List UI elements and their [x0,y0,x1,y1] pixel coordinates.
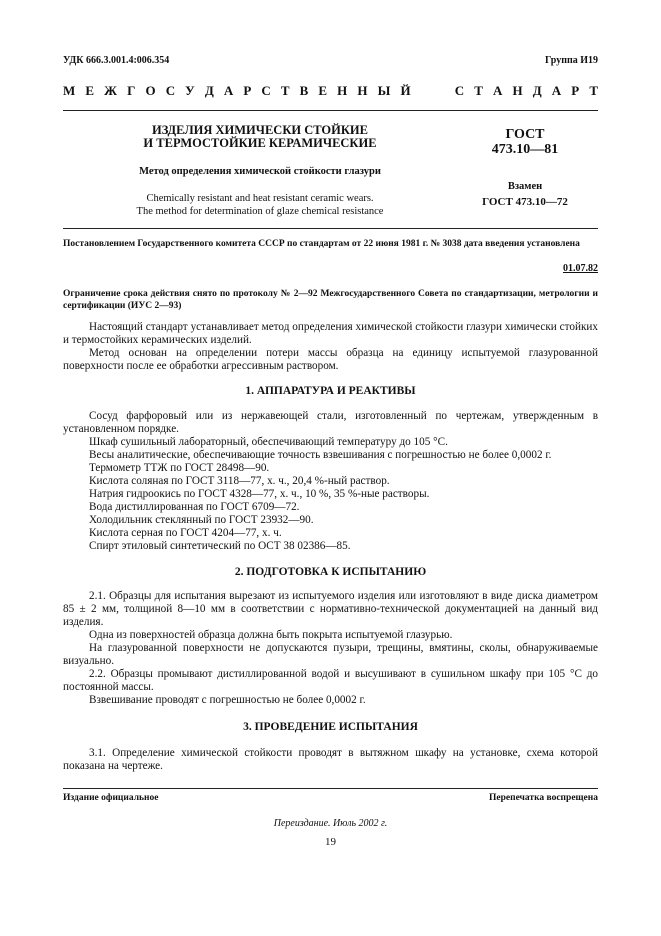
english-title-line-1: Chemically resistant and heat resistant ceramic wears. [146,193,374,204]
introduction-date: 01.07.82 [563,263,598,274]
banner-letter: Д [204,83,214,98]
reprint-prohibited-label: Перепечатка воспрещена [488,793,598,803]
group-code: Группа И19 [545,55,598,66]
section-2-paragraph: 2.1. Образцы для испытания вырезают из испытуемого изделия или изготовляют в виде диска диаметром 85 ± 2 мм, толщиной 8—10 мм в соответствии с нормативно-технической документацией на данный вид изделия. [63,590,598,628]
equipment-item: Холодильник стеклянный по ГОСТ 23932—90. [89,514,314,526]
english-title-line-2: The method for determination of glaze chemical resistance [136,206,384,217]
gost-number [470,127,580,157]
banner-letter: О [145,83,156,98]
page-number: 19 [325,836,336,848]
official-edition-label: Издание официальное [63,793,159,803]
banner-letter: М [63,83,76,98]
banner-letter: Т [474,83,483,98]
footer-divider [63,788,598,789]
section-2-heading: 2. ПОДГОТОВКА К ИСПЫТАНИЮ [234,566,427,578]
section-1-body [63,410,598,553]
banner-letter: Д [532,83,542,98]
section-2-body [63,590,598,707]
banner-letter: С [454,83,465,98]
section-3-heading: 3. ПРОВЕДЕНИЕ ИСПЫТАНИЯ [243,721,418,733]
banner-letter: С [165,83,176,98]
banner-letter: Т [589,83,598,98]
banner-letter: Н [357,83,368,98]
banner-gap [421,83,445,99]
banner-letter: Н [512,83,523,98]
equipment-item: Весы аналитические, обеспечивающие точность взвешивания с погрешностью не более 0,0002 г. [89,449,552,461]
intro-section [63,321,598,373]
equipment-item: Спирт этиловый синтетический по ОСТ 38 02386—85. [89,540,351,552]
standard-type-banner [63,83,598,99]
equipment-item: Термометр ТТЖ по ГОСТ 28498—90. [89,462,270,474]
section-2-paragraph: 2.2. Образцы промывают дистиллированной водой и высушивают в сушильном шкафу при 105 °С до постоянной массы. [63,668,598,693]
banner-letter: С [261,83,271,98]
intro-paragraph-1: Настоящий стандарт устанавливает метод определения химической стойкости глазури химически стойких и термостойких керамических изделий. [63,321,598,346]
intro-paragraph-2: Метод основан на определении потери массы образца на единицу испытуемой глазурованной поверхности после ее обработки агрессивным раствором. [63,347,598,372]
resolution-text: Постановлением Государственного комитета СССР по стандартам от 22 июня 1981 г. № 3038 дата введения установлена [63,239,580,249]
equipment-item: Кислота серная по ГОСТ 4204—77, х. ч. [89,527,282,539]
header-divider [63,110,598,111]
section-2-paragraph: Взвешивание проводят с погрешностью не более 0,0002 г. [89,694,366,706]
title-line-2: И ТЕРМОСТОЙКИЕ КЕРАМИЧЕСКИЕ [143,136,377,150]
udk-code: УДК 666.3.001.4:006.354 [63,55,170,66]
banner-letter: А [223,83,234,98]
section-1-vessel: Сосуд фарфоровый или из нержавеющей стали, изготовленный по чертежам, утвержденным в установленном порядке. [63,410,598,435]
section-2-paragraph: На глазурованной поверхности не допускаются пузыри, трещины, вмятины, сколы, обнаруживаемые визуально. [63,642,598,667]
equipment-item: Кислота соляная по ГОСТ 3118—77, х. ч., 20,4 %-ный раствор. [89,475,390,487]
banner-letter: А [493,83,503,98]
gost-number-value: 473.10—81 [491,142,559,157]
banner-letter: Р [243,83,252,98]
banner-letter: Г [127,83,136,98]
banner-letter: А [551,83,562,98]
title-divider [63,228,598,229]
section-3-paragraph: 3.1. Определение химической стойкости проводят в вытяжном шкафу на установке, схема которой показана на чертеже. [63,747,598,772]
document-title [110,124,410,150]
banner-letter: У [185,83,195,98]
section-3-body [63,747,598,773]
replaces-label: Взамен [507,181,543,192]
title-line-1: ИЗДЕЛИЯ ХИМИЧЕСКИ СТОЙКИЕ [151,123,368,137]
banner-letter: Ы [377,83,391,98]
equipment-item: Вода дистиллированная по ГОСТ 6709—72. [89,501,300,513]
limitation-note: Ограничение срока действия снято по протоколу № 2—92 Межгосударственного Совета по стандартизации, метрологии и сертификации (ИУС 2—93) [63,289,598,311]
banner-letter: Р [571,83,580,98]
section-2-paragraph: Одна из поверхностей образца должна быть покрыта испытуемой глазурью. [89,629,453,641]
banner-letter: Ж [104,83,117,98]
method-title: Метод определения химической стойкости глазури [139,166,381,177]
equipment-item: Натрия гидроокись по ГОСТ 4328—77, х. ч., 10 %, 35 %-ные растворы. [89,488,430,500]
gost-label: ГОСТ [505,127,545,142]
banner-letter: Е [318,83,328,98]
replaces-number: ГОСТ 473.10—72 [482,196,568,208]
banner-letter: В [299,83,309,98]
reissue-note: Переиздание. Июль 2002 г. [273,818,388,829]
banner-letter: Т [280,83,290,98]
banner-letter: Й [400,83,411,98]
banner-letter: Е [85,83,95,98]
banner-letter: Н [337,83,348,98]
equipment-item: Шкаф сушильный лабораторный, обеспечивающий температуру до 105 °С. [89,436,448,448]
section-1-heading: 1. АППАРАТУРА И РЕАКТИВЫ [245,385,416,397]
english-title [110,192,410,218]
